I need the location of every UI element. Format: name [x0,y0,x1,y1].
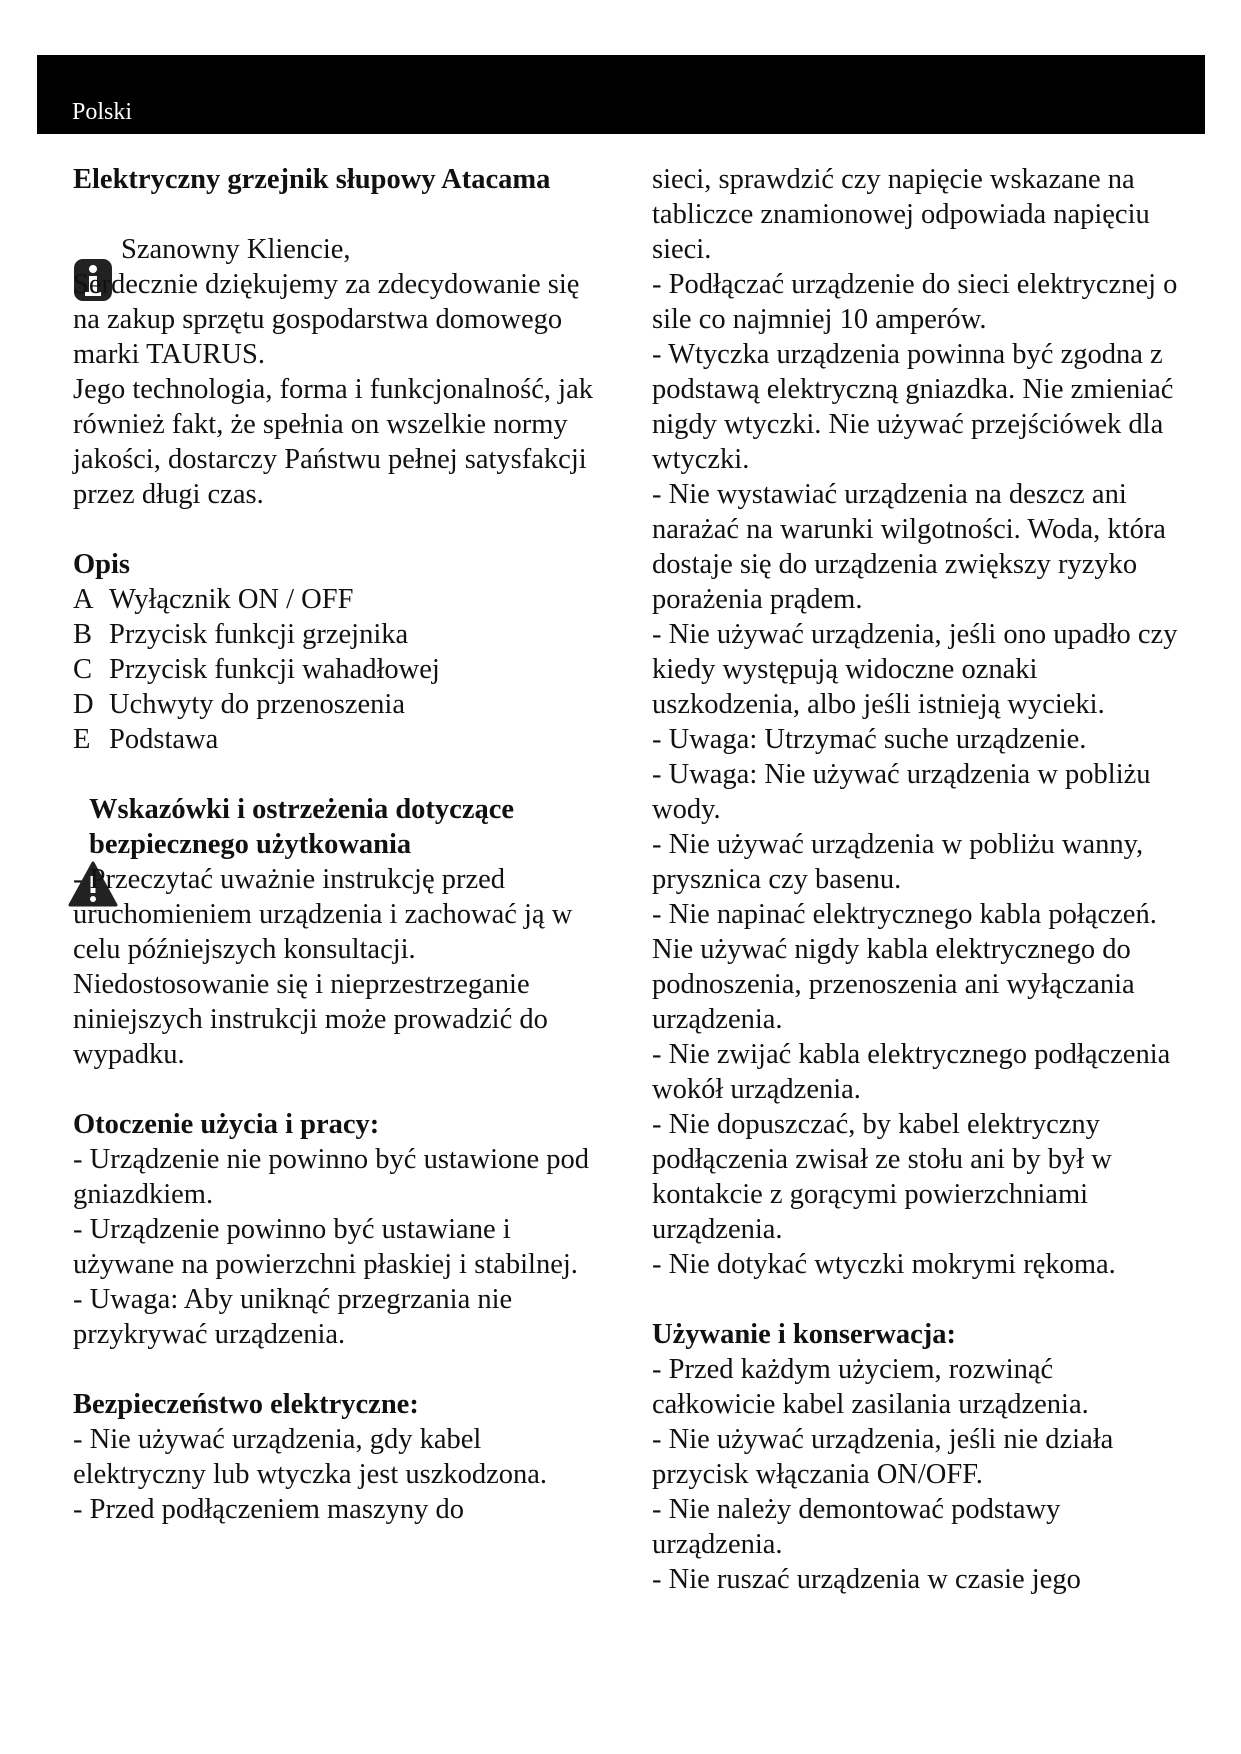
usage-item: - Nie używać urządzenia, jeśli nie działa przycisk włączania ON/OFF. [652,1424,1114,1490]
opis-item [73,687,613,722]
electrical-item: - Przed podłączeniem maszyny do [73,1494,464,1525]
environment-item: - Urządzenie powinno być ustawiane i używane na powierzchni płaskiej i stabilnej. [73,1214,578,1280]
opis-letter: E [73,724,91,755]
safety-item: - Nie napinać elektrycznego kabla połączeń. Nie używać nigdy kabla elektrycznego do podnoszenia, przenoszenia ani wyłączania urządzenia. [652,899,1157,1035]
usage-item: - Przed każdym użyciem, rozwinąć całkowicie kabel zasilania urządzenia. [652,1354,1089,1420]
environment-heading: Otoczenie użycia i pracy: [73,1109,380,1140]
spacer [73,512,613,547]
spacer [73,757,613,792]
document-title: Elektryczny grzejnik słupowy Atacama [73,164,551,195]
opis-item [73,722,613,757]
right-column [652,162,1182,1597]
spacer [652,1282,1182,1317]
usage-item: - Nie ruszać urządzenia w czasie jego [652,1564,1081,1595]
opis-item [73,652,613,687]
safety-text: - Przeczytać uważnie instrukcję przed uruchomieniem urządzenia i zachować ją w celu późniejszych konsultacji. Niedostosowanie się i nieprzestrzeganie niniejszych instrukcji może prowadzić do wypadku. [73,864,573,1070]
opis-letter: A [73,584,94,615]
electrical-heading: Bezpieczeństwo elektryczne: [73,1389,419,1420]
opis-text: Uchwyty do przenoszenia [109,689,405,720]
intro-paragraph: Jego technologia, forma i funkcjonalność, jak również fakt, że spełnia on wszelkie normy jakości, dostarczy Państwu pełnej satysfakcji przez długi czas. [73,374,593,510]
spacer [73,1352,613,1387]
safety-item: sieci, sprawdzić czy napięcie wskazane na tabliczce znamionowej odpowiada napięciu sieci. [652,164,1150,265]
opis-text: Przycisk funkcji grzejnika [109,619,409,650]
environment-item: - Uwaga: Aby uniknąć przegrzania nie przykrywać urządzenia. [73,1284,513,1350]
electrical-item: - Nie używać urządzenia, gdy kabel elektryczny lub wtyczka jest uszkodzona. [73,1424,548,1490]
opis-text: Wyłącznik ON / OFF [109,584,354,615]
opis-letter: B [73,619,93,650]
opis-letter: C [73,654,93,685]
opis-letter: D [73,689,94,720]
spacer [73,1072,613,1107]
greeting: Szanowny Kliencie, [121,234,351,265]
opis-item [73,617,613,652]
safety-item: - Uwaga: Utrzymać suche urządzenie. [652,724,1087,755]
safety-item: - Nie dotykać wtyczki mokrymi rękoma. [652,1249,1116,1280]
safety-heading: Wskazówki i ostrzeżenia dotyczące bezpiecznego użytkowania [89,794,515,860]
usage-heading: Używanie i konserwacja: [652,1319,956,1350]
safety-item: - Nie używać urządzenia w pobliżu wanny, prysznica czy basenu. [652,829,1144,895]
header-bar [37,55,1205,134]
opis-text: Podstawa [109,724,219,755]
safety-item: - Nie używać urządzenia, jeśli ono upadło czy kiedy występują widoczne oznaki uszkodzenia, albo jeśli istnieją wycieki. [652,619,1178,720]
language-label: Polski [72,99,133,125]
environment-item: - Urządzenie nie powinno być ustawione pod gniazdkiem. [73,1144,590,1210]
safety-item: - Podłączać urządzenie do sieci elektrycznej o sile co najmniej 10 amperów. [652,269,1178,335]
opis-text: Przycisk funkcji wahadłowej [109,654,440,685]
safety-item: - Uwaga: Nie używać urządzenia w pobliżu wody. [652,759,1151,825]
safety-item: - Nie zwijać kabla elektrycznego podłączenia wokół urządzenia. [652,1039,1171,1105]
safety-item: - Nie dopuszczać, by kabel elektryczny podłączenia zwisał ze stołu ani by był w kontakcie z gorącymi powierzchniami urządzenia. [652,1109,1112,1245]
intro-paragraph: Serdecznie dziękujemy za zdecydowanie się na zakup sprzętu gospodarstwa domowego marki TAURUS. [73,269,580,370]
left-column [73,162,613,1527]
safety-item: - Wtyczka urządzenia powinna być zgodna z podstawą elektryczną gniazdka. Nie zmieniać nigdy wtyczki. Nie używać przejściówek dla wtyczki. [652,339,1174,475]
usage-item: - Nie należy demontować podstawy urządzenia. [652,1494,1061,1560]
opis-heading: Opis [73,549,131,580]
opis-item [73,582,613,617]
spacer [73,197,613,232]
safety-item: - Nie wystawiać urządzenia na deszcz ani narażać na warunki wilgotności. Woda, która dostaje się do urządzenia zwiększy ryzyko porażenia prądem. [652,479,1166,615]
